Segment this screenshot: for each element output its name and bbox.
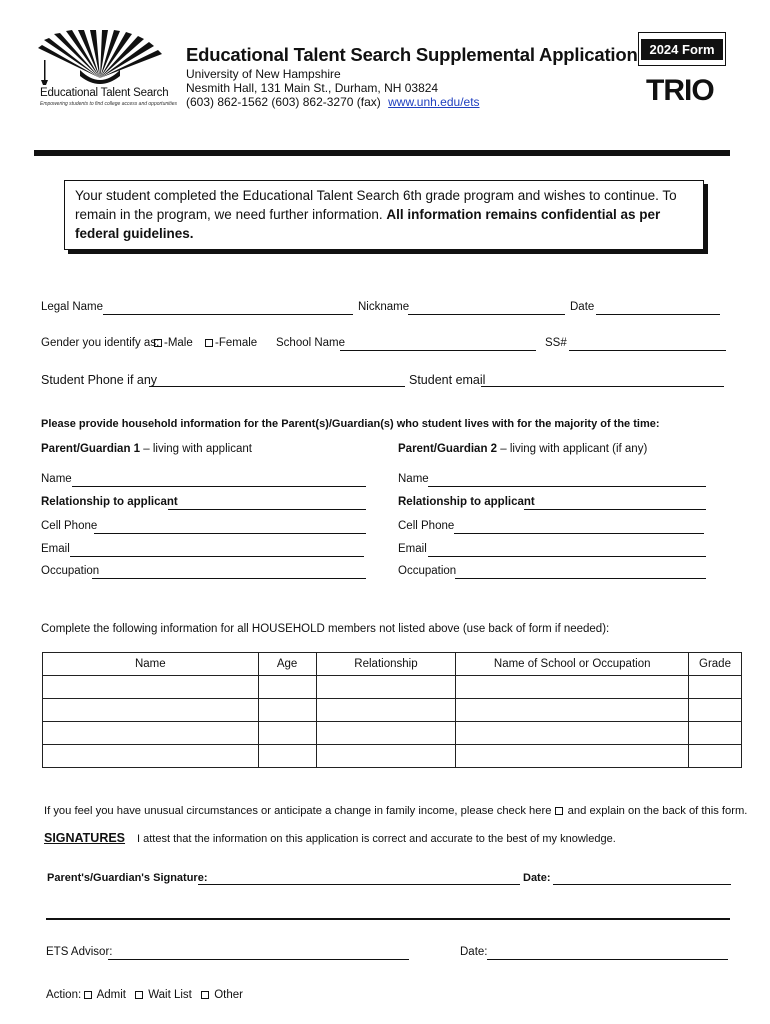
student-phone-label: Student Phone if any (41, 373, 158, 387)
attest-statement: I attest that the information on this application is correct and accurate to the best of my knowledge. (137, 833, 616, 845)
office-date-field[interactable] (487, 959, 728, 960)
guardian1-email-field[interactable] (70, 556, 364, 557)
table-cell[interactable] (316, 722, 456, 745)
table-row (43, 676, 742, 699)
office-date-label: Date: (460, 946, 488, 958)
table-row (43, 699, 742, 722)
guardian1-occupation-label: Occupation (41, 565, 100, 577)
table-header-row (43, 653, 742, 676)
action-waitlist-option[interactable] (135, 989, 192, 1001)
table-cell[interactable] (456, 699, 689, 722)
student-email-field[interactable] (481, 386, 724, 387)
action-admit-option[interactable] (84, 989, 126, 1001)
notice-bold-text: All information remains confidential as per federal guidelines. (75, 207, 661, 241)
table-cell[interactable] (43, 745, 259, 768)
school-name-field[interactable] (340, 350, 536, 351)
checkbox-icon[interactable] (555, 807, 563, 815)
column-header-name: Name (43, 653, 259, 676)
guardian1-title: Parent/Guardian 1 (41, 443, 141, 455)
household-members-table (42, 652, 742, 768)
table-cell[interactable] (258, 722, 316, 745)
guardian-signature-field[interactable] (198, 884, 520, 885)
office-use-divider (46, 918, 730, 920)
action-waitlist-label: Wait List (148, 989, 192, 1001)
action-other-label: Other (214, 989, 243, 1001)
legal-name-field[interactable] (103, 314, 353, 315)
table-cell[interactable] (456, 745, 689, 768)
column-header-grade: Grade (689, 653, 742, 676)
notice-box (64, 180, 704, 250)
gender-label: Gender you identify as: (41, 337, 160, 349)
table-cell[interactable] (258, 745, 316, 768)
advisor-field[interactable] (108, 959, 409, 960)
guardian2-title: Parent/Guardian 2 (398, 443, 498, 455)
date-label: Date (570, 301, 595, 313)
phone-fax: (603) 862-1562 (603) 862-3270 (fax) (186, 95, 381, 109)
guardian-signature-label: Parent's/Guardian's Signature: (47, 872, 208, 884)
checkbox-icon[interactable] (201, 991, 209, 999)
action-label: Action: (46, 989, 82, 1001)
signature-date-field[interactable] (553, 884, 731, 885)
table-cell[interactable] (43, 676, 259, 699)
address-line-1: University of New Hampshire (186, 67, 341, 81)
members-instruction: Complete the following information for all HOUSEHOLD members not listed above (use back of form if needed): (41, 623, 610, 635)
guardian1-email-label: Email (41, 543, 70, 555)
gender-male-label: -Male (164, 337, 193, 349)
guardian2-relationship-field[interactable] (524, 509, 706, 510)
circumstances-text-after: and explain on the back of this form. (567, 805, 748, 817)
guardian1-phone-field[interactable] (94, 533, 366, 534)
student-email-label: Student email (409, 373, 486, 387)
column-header-relationship: Relationship (316, 653, 456, 676)
table-cell[interactable] (43, 699, 259, 722)
action-admit-label: Admit (96, 989, 126, 1001)
guardian1-occupation-field[interactable] (92, 578, 366, 579)
table-cell[interactable] (316, 745, 456, 768)
graduation-cap-logo-icon (30, 30, 170, 90)
guardian2-name-field[interactable] (428, 486, 706, 487)
school-name-label: School Name (276, 337, 346, 349)
guardian2-relationship-label: Relationship to applicant (398, 496, 535, 508)
guardian2-phone-label: Cell Phone (398, 520, 455, 532)
year-badge-label: 2024 Form (641, 39, 722, 60)
advisor-label: ETS Advisor: (46, 946, 113, 958)
guardian1-note: – living with applicant (140, 443, 252, 455)
household-instruction: Please provide household information for the Parent(s)/Guardian(s) who student lives with for the majority of the time: (41, 418, 660, 430)
notice-text: Your student completed the Educational Talent Search 6th grade program and wishes to continue. To remain in the program, we need further information. (75, 188, 677, 222)
logo-name: Educational Talent Search (40, 87, 169, 99)
ss-field[interactable] (569, 350, 726, 351)
guardian1-phone-label: Cell Phone (41, 520, 98, 532)
table-cell[interactable] (689, 699, 742, 722)
table-row (43, 745, 742, 768)
signatures-heading: SIGNATURES (44, 831, 126, 845)
table-cell[interactable] (43, 722, 259, 745)
table-cell[interactable] (258, 676, 316, 699)
nickname-field[interactable] (408, 314, 565, 315)
address-line-2: Nesmith Hall, 131 Main St., Durham, NH 03824 (186, 81, 439, 95)
guardian1-name-field[interactable] (72, 486, 366, 487)
checkbox-icon[interactable] (154, 339, 162, 347)
gender-male-option[interactable] (154, 337, 193, 349)
student-phone-field[interactable] (149, 386, 405, 387)
table-cell[interactable] (456, 722, 689, 745)
legal-name-label: Legal Name (41, 301, 104, 313)
guardian1-name-label: Name (41, 473, 72, 485)
guardian2-heading (398, 443, 647, 455)
table-cell[interactable] (689, 722, 742, 745)
year-badge (638, 32, 726, 66)
table-cell[interactable] (316, 699, 456, 722)
gender-female-label: -Female (215, 337, 258, 349)
date-field[interactable] (596, 314, 720, 315)
signature-date-label: Date: (523, 872, 551, 884)
ss-label: SS# (545, 337, 567, 349)
table-cell[interactable] (456, 676, 689, 699)
guardian1-heading (41, 443, 252, 455)
table-cell[interactable] (316, 676, 456, 699)
table-cell[interactable] (258, 699, 316, 722)
guardian2-note: – living with applicant (if any) (497, 443, 648, 455)
guardian2-email-field[interactable] (428, 556, 706, 557)
document-title: Educational Talent Search Supplemental Application (186, 44, 638, 65)
guardian2-occupation-label: Occupation (398, 565, 457, 577)
trio-logo: TRIO (646, 74, 714, 107)
nickname-label: Nickname (358, 301, 410, 313)
table-cell[interactable] (689, 745, 742, 768)
guardian2-name-label: Name (398, 473, 429, 485)
logo-tagline: Empowering students to find college access and opportunities (40, 101, 178, 107)
checkbox-icon[interactable] (135, 991, 143, 999)
checkbox-icon[interactable] (84, 991, 92, 999)
gender-female-option[interactable] (205, 337, 257, 349)
address-line-3 (186, 95, 480, 109)
column-header-age: Age (258, 653, 316, 676)
guardian2-phone-field[interactable] (454, 533, 704, 534)
guardian1-relationship-field[interactable] (168, 509, 366, 510)
circumstances-statement (44, 805, 747, 817)
column-header-school-occupation: Name of School or Occupation (456, 653, 689, 676)
guardian2-email-label: Email (398, 543, 427, 555)
guardian2-occupation-field[interactable] (455, 578, 706, 579)
header-divider (34, 150, 730, 156)
action-other-option[interactable] (201, 989, 243, 1001)
guardian1-relationship-label: Relationship to applicant (41, 496, 178, 508)
circumstances-text: If you feel you have unusual circumstances or anticipate a change in family income, please check here (44, 805, 552, 817)
website-link[interactable]: www.unh.edu/ets (388, 95, 480, 109)
checkbox-icon[interactable] (205, 339, 213, 347)
table-cell[interactable] (689, 676, 742, 699)
table-row (43, 722, 742, 745)
